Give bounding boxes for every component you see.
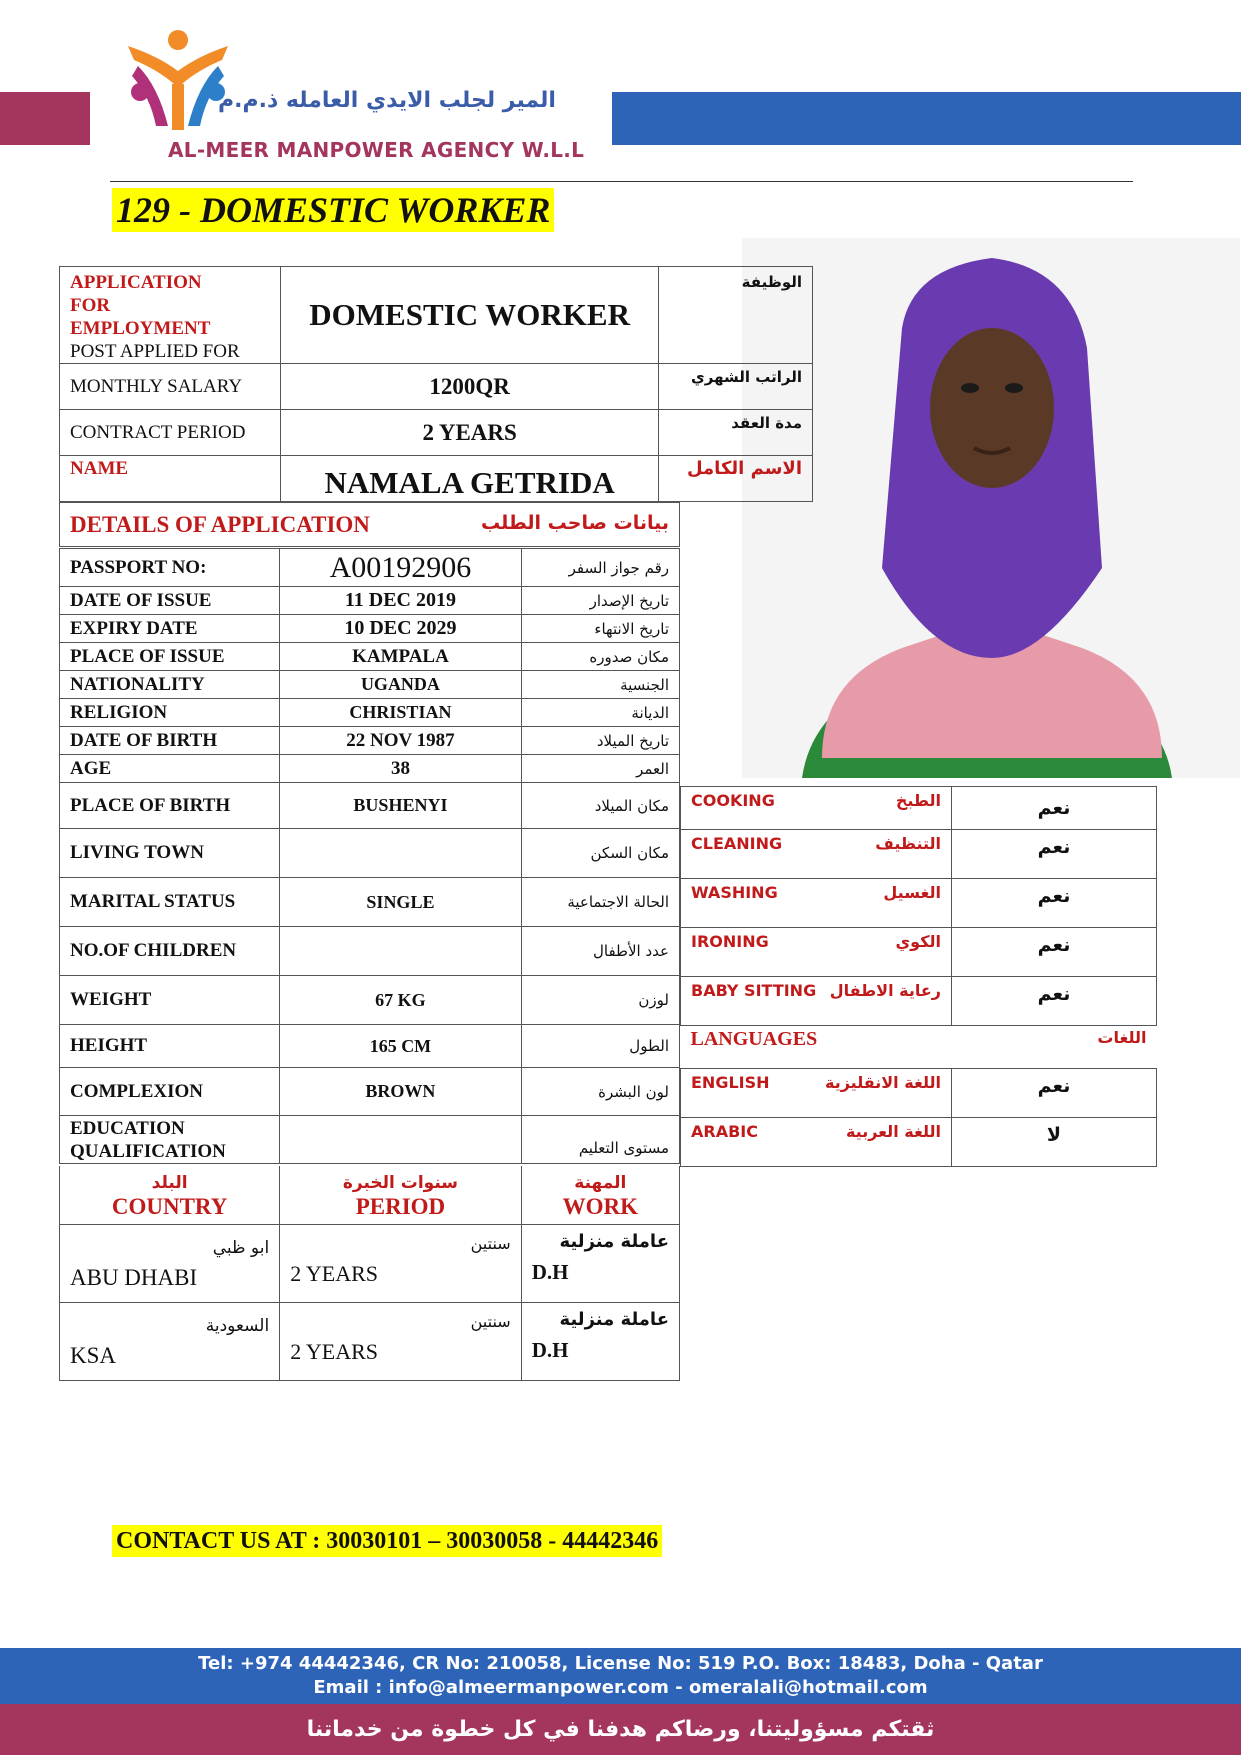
table-row (60, 1302, 680, 1380)
contract-value: 2 YEARS (281, 410, 659, 456)
detail-ar: الجنسية (521, 671, 679, 699)
detail-ar: لوزن (521, 976, 679, 1025)
detail-ar: الحالة الاجتماعية (521, 878, 679, 927)
skill-row (681, 787, 1157, 830)
agency-name-arabic: المير لجلب الايدي العامله ذ.م.م (218, 88, 556, 113)
experience-header-row (60, 1166, 680, 1224)
language-label-ar: اللغة الانقليزية (825, 1073, 941, 1092)
work-ar: عاملة منزلية (559, 1230, 669, 1252)
detail-value: BUSHENYI (280, 783, 522, 829)
detail-value: SINGLE (280, 878, 522, 927)
passport-value: A00192906 (280, 549, 522, 587)
contact-numbers: CONTACT US AT : 30030101 – 30030058 - 44442346 (112, 1525, 662, 1557)
passport-ar: رقم جواز السفر (521, 549, 679, 587)
detail-value: KAMPALA (280, 643, 522, 671)
work-header: WORK (562, 1193, 639, 1219)
country-header: COUNTRY (111, 1193, 228, 1219)
period-header-ar: سنوات الخبرة (342, 1172, 459, 1193)
language-label: ARABIC (691, 1122, 758, 1141)
employment-table (59, 266, 813, 502)
application-label-cell (60, 267, 281, 364)
table-row (60, 727, 680, 755)
detail-ar: تاريخ الانتهاء (521, 615, 679, 643)
skill-label-ar: الكوي (895, 932, 941, 951)
detail-ar: مكان صدوره (521, 643, 679, 671)
table-row (60, 1116, 680, 1164)
detail-label: DATE OF ISSUE (60, 587, 280, 615)
table-row (60, 829, 680, 878)
detail-label: AGE (60, 755, 280, 783)
name-value: NAMALA GETRIDA (281, 456, 659, 502)
name-ar: الاسم الكامل (659, 456, 813, 502)
post-applied-ar: الوظيفة (659, 267, 813, 364)
detail-ar: لون البشرة (521, 1068, 679, 1116)
languages-header-row (681, 1026, 1157, 1069)
post-applied-label: POST APPLIED FOR (70, 341, 240, 362)
contract-ar: مدة العقد (659, 410, 813, 456)
table-row (60, 783, 680, 829)
skill-row (681, 928, 1157, 977)
footer-line-1: Tel: +974 44442346, CR No: 210058, License No: 519 P.O. Box: 18483, Doha - Qatar (198, 1653, 1043, 1674)
detail-value (280, 829, 522, 878)
detail-label: PLACE OF ISSUE (60, 643, 280, 671)
languages-label-ar: اللغات (1097, 1028, 1147, 1047)
agency-logo-icon (118, 26, 238, 136)
post-applied-value: DOMESTIC WORKER (281, 267, 659, 364)
detail-label: NO.OF CHILDREN (60, 927, 280, 976)
detail-label: HEIGHT (60, 1025, 280, 1068)
details-heading-ar: بيانات صاحب الطلب (481, 511, 669, 534)
applicant-photo (742, 238, 1240, 778)
work-header-ar: المهنة (574, 1172, 627, 1193)
country: ABU DHABI (70, 1265, 198, 1290)
language-row (681, 1118, 1157, 1167)
detail-value: CHRISTIAN (280, 699, 522, 727)
country-ar: ابو ظبي (212, 1238, 270, 1258)
skill-label: WASHING (691, 883, 778, 902)
detail-value (280, 1116, 522, 1164)
agency-name-english: AL-MEER MANPOWER AGENCY W.L.L (168, 138, 585, 162)
header-divider (110, 181, 1133, 182)
skill-label-ar: رعاية الاطفال (829, 981, 941, 1000)
work-ar: عاملة منزلية (559, 1308, 669, 1330)
detail-ar: مستوى التعليم (521, 1116, 679, 1164)
skill-answer: نعم (952, 928, 1157, 977)
skills-table (680, 786, 1157, 1167)
detail-value: 38 (280, 755, 522, 783)
detail-label: EXPIRY DATE (60, 615, 280, 643)
table-row (60, 671, 680, 699)
detail-label: LIVING TOWN (60, 829, 280, 878)
details-heading-table (59, 502, 680, 547)
detail-label: COMPLEXION (60, 1068, 280, 1116)
detail-value: BROWN (280, 1068, 522, 1116)
name-label: NAME (60, 456, 281, 502)
table-row (60, 643, 680, 671)
language-row (681, 1069, 1157, 1118)
period-ar: سنتين (470, 1233, 511, 1253)
experience-table (59, 1166, 680, 1381)
skill-answer: نعم (952, 787, 1157, 830)
skill-answer: نعم (952, 977, 1157, 1026)
salary-label: MONTHLY SALARY (60, 364, 281, 410)
table-row (60, 927, 680, 976)
application-label-1: APPLICATION (70, 272, 202, 293)
salary-ar: الراتب الشهري (659, 364, 813, 410)
footer-info (0, 1648, 1241, 1704)
country: KSA (70, 1343, 117, 1368)
skill-row (681, 977, 1157, 1026)
skill-label: BABY SITTING (691, 981, 817, 1000)
detail-ar: مكان السكن (521, 829, 679, 878)
detail-label: EDUCATION QUALIFICATION (60, 1116, 280, 1164)
skill-label: COOKING (691, 791, 775, 810)
detail-value: 22 NOV 1987 (280, 727, 522, 755)
detail-ar: تاريخ الإصدار (521, 587, 679, 615)
table-row (60, 1068, 680, 1116)
table-row (60, 1025, 680, 1068)
skill-row (681, 830, 1157, 879)
skill-answer: نعم (952, 879, 1157, 928)
table-row (60, 755, 680, 783)
details-table (59, 548, 680, 1164)
language-answer: نعم (952, 1069, 1157, 1118)
detail-value (280, 927, 522, 976)
table-row (60, 615, 680, 643)
header-accent-right (612, 92, 1241, 145)
detail-value: 10 DEC 2029 (280, 615, 522, 643)
skill-label-ar: الغسيل (883, 883, 941, 902)
footer-line-2: Email : info@almeermanpower.com - omeralali@hotmail.com (313, 1677, 928, 1698)
language-label: ENGLISH (691, 1073, 770, 1092)
period-ar: سنتين (470, 1311, 511, 1331)
salary-value: 1200QR (281, 364, 659, 410)
detail-ar: العمر (521, 755, 679, 783)
detail-label: RELIGION (60, 699, 280, 727)
language-label-ar: اللغة العربية (845, 1122, 941, 1141)
detail-ar: عدد الأطفال (521, 927, 679, 976)
detail-value: 11 DEC 2019 (280, 587, 522, 615)
period: 2 YEARS (290, 1260, 378, 1286)
skill-label-ar: التنظيف (875, 834, 941, 853)
application-label-2: FOR (70, 295, 111, 316)
footer-slogan: ثقتكم مسؤوليتنا، ورضاكم هدفنا في كل خطوة من خدماتنا (0, 1704, 1241, 1755)
detail-ar: تاريخ الميلاد (521, 727, 679, 755)
detail-ar: الطول (521, 1025, 679, 1068)
detail-label: NATIONALITY (60, 671, 280, 699)
detail-label: WEIGHT (60, 976, 280, 1025)
skill-label: IRONING (691, 932, 769, 951)
detail-label: MARITAL STATUS (60, 878, 280, 927)
application-label-3: EMPLOYMENT (70, 318, 211, 339)
page-title: 129 - DOMESTIC WORKER (112, 188, 554, 232)
languages-label: LANGUAGES (690, 1028, 818, 1050)
country-header-ar: البلد (151, 1172, 188, 1193)
details-heading: DETAILS OF APPLICATION (70, 511, 370, 537)
language-answer: لا (952, 1118, 1157, 1167)
table-row (60, 1224, 680, 1302)
passport-row (60, 549, 680, 587)
table-row (60, 587, 680, 615)
period: 2 YEARS (290, 1338, 378, 1364)
table-row (60, 878, 680, 927)
detail-label: PLACE OF BIRTH (60, 783, 280, 829)
detail-value: 67 KG (280, 976, 522, 1025)
period-header: PERIOD (355, 1193, 446, 1219)
table-row (60, 699, 680, 727)
skill-answer: نعم (952, 830, 1157, 879)
country-ar: السعودية (205, 1316, 270, 1336)
detail-ar: الديانة (521, 699, 679, 727)
header-accent-left (0, 92, 90, 145)
skill-label: CLEANING (691, 834, 783, 853)
detail-value: UGANDA (280, 671, 522, 699)
work: D.H (531, 1259, 569, 1284)
detail-label: DATE OF BIRTH (60, 727, 280, 755)
table-row (60, 976, 680, 1025)
detail-ar: مكان الميلاد (521, 783, 679, 829)
passport-label: PASSPORT NO: (60, 549, 280, 587)
detail-value: 165 CM (280, 1025, 522, 1068)
skill-label-ar: الطبخ (895, 791, 941, 810)
contract-label: CONTRACT PERIOD (60, 410, 281, 456)
skill-row (681, 879, 1157, 928)
work: D.H (531, 1337, 569, 1362)
